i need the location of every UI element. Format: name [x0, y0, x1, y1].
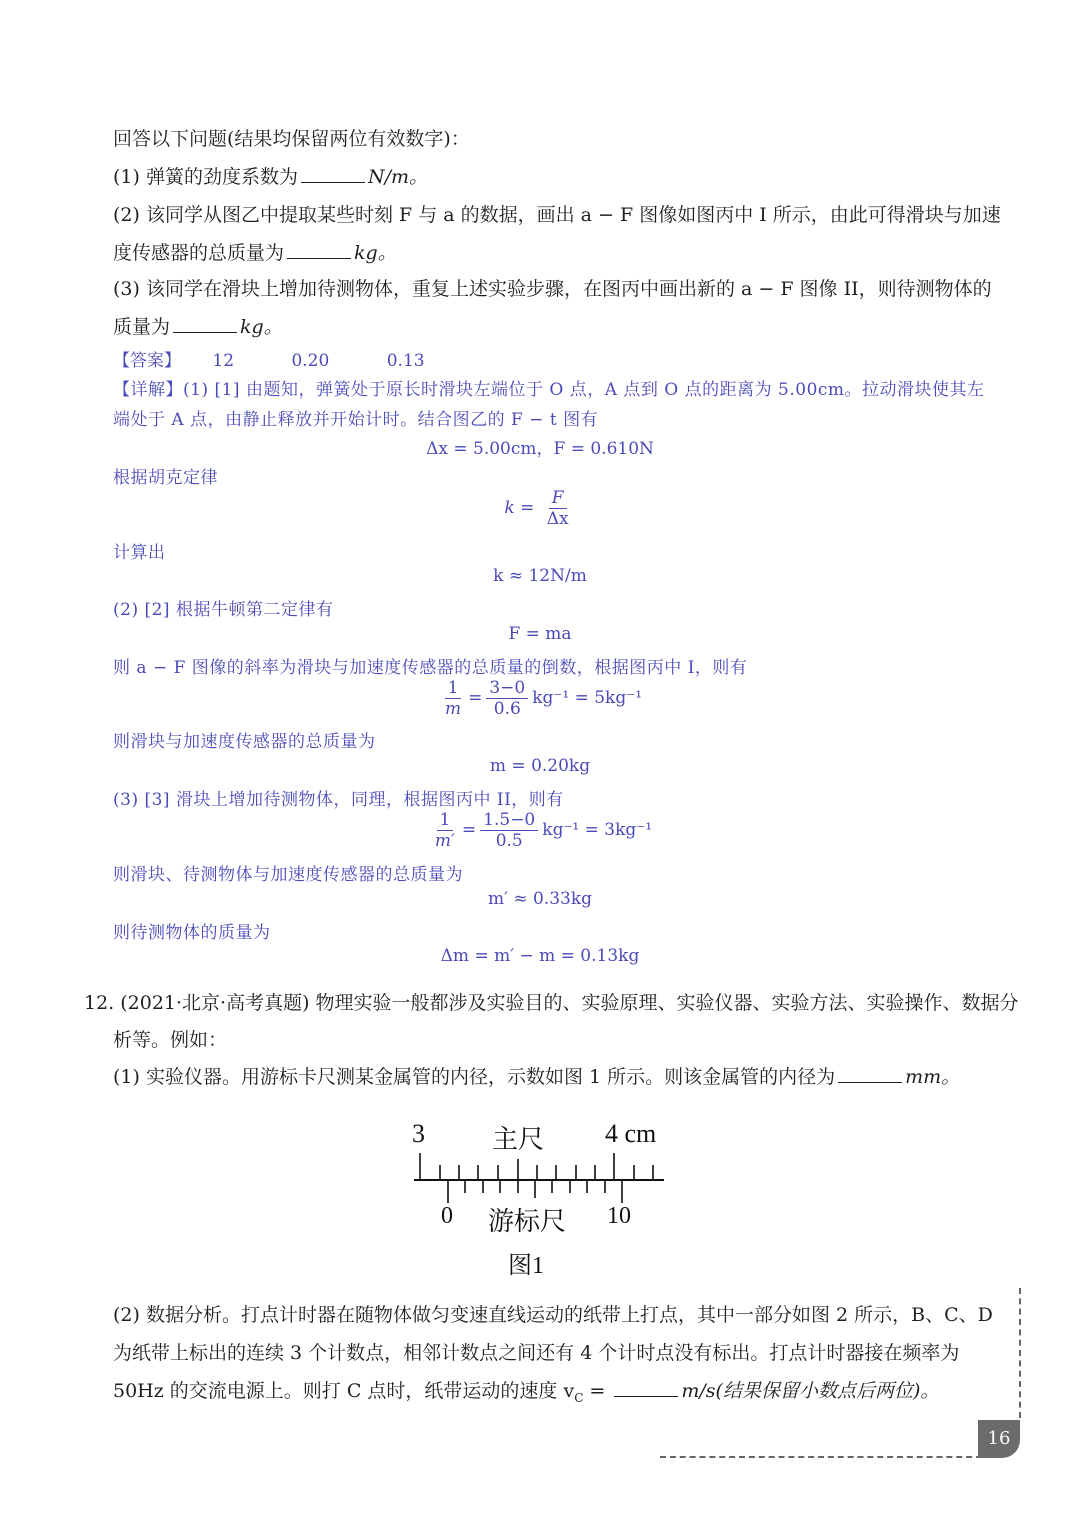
- equation-5: $\frac{1}{m}$ = $\frac{3-0}{0.6}$ kg⁻¹ = 5kg⁻¹: [0, 678, 1080, 719]
- equation-6: m = 0.20kg: [489, 756, 591, 776]
- vernier-caliper-figure: [400, 1115, 690, 1285]
- fraction: [442, 678, 464, 719]
- fraction: [486, 678, 528, 719]
- equation-7: $\frac{1}{m'}$ = $\frac{1.5-0}{0.5}$ kg⁻¹ = 3kg⁻¹: [0, 810, 1080, 851]
- answer-label: 【答案】: [113, 351, 181, 371]
- equation-7-tail: kg⁻¹ = 3kg⁻¹: [542, 820, 653, 840]
- question-12-part2-text: 50Hz 的交流电源上。则打 C 点时，纸带运动的速度 v: [113, 1380, 575, 1402]
- vernier-scale-title: 游标尺: [488, 1207, 567, 1236]
- unit-label: kg。: [354, 242, 397, 264]
- unit-label: m/s(结果保留小数点后两位)。: [681, 1380, 940, 1402]
- equation-1: Δx = 5.00cm，F = 0.610N: [426, 439, 654, 459]
- page-frame-vertical-dashes: [1019, 1288, 1021, 1418]
- unit-label: kg。: [240, 316, 283, 338]
- equation-8: m′ ≈ 0.33kg: [487, 889, 593, 909]
- equation-3: k ≈ 12N/m: [493, 566, 587, 586]
- calc-text: 计算出: [113, 543, 166, 563]
- fraction-denominator: 0.6: [493, 699, 521, 719]
- hooke-text: 根据胡克定律: [113, 468, 218, 488]
- answer-blank: [614, 1395, 678, 1397]
- question-12-part1-text: (1) 实验仪器。用游标卡尺测某金属管的内径，示数如图 1 所示。则该金属管的内径为: [113, 1066, 836, 1088]
- detail-line2: 端处于 A 点，由静止释放并开始计时。结合图乙的 F − t 图有: [113, 410, 599, 430]
- main-scale-left-label: 3: [412, 1119, 425, 1148]
- equation-9: Δm = m′ − m = 0.13kg: [440, 946, 640, 966]
- question-intro: 回答以下问题(结果均保留两位有效数字)：: [113, 128, 470, 150]
- equals-sign: =: [583, 1380, 612, 1402]
- fraction: [432, 810, 458, 851]
- equation-2-left: k =: [504, 498, 535, 518]
- total-text: 则滑块、待测物体与加速度传感器的总质量为: [113, 865, 463, 885]
- question-12-line1: 12. (2021·北京·高考真题) 物理实验一般都涉及实验目的、实验原理、实验仪器、实验方法、实验操作、数据分: [84, 992, 1019, 1014]
- fraction-numerator: 1.5−0: [480, 810, 538, 831]
- equation-4: F = ma: [508, 624, 572, 644]
- vernier-left-label: 0: [441, 1203, 453, 1229]
- slope-text: 则 a − F 图像的斜率为滑块与加速度传感器的总质量的倒数，根据图丙中 I，则有: [113, 658, 748, 678]
- object-text: 则待测物体的质量为: [113, 923, 271, 943]
- unit-label: mm。: [905, 1066, 961, 1088]
- answer-1: 12: [212, 351, 235, 371]
- main-scale-title: 主尺: [492, 1125, 545, 1154]
- fraction-denominator: Δx: [546, 509, 569, 529]
- velocity-subscript: C: [574, 1390, 584, 1405]
- equation-5-tail: kg⁻¹ = 5kg⁻¹: [532, 688, 643, 708]
- answer-blank: [301, 181, 365, 183]
- vernier-scale-drawing: [400, 1115, 690, 1285]
- answer-3: 0.13: [386, 351, 425, 371]
- page-frame-horizontal-dashes: [660, 1456, 982, 1458]
- fraction-denominator: 0.5: [495, 831, 523, 851]
- equation-2: [0, 488, 1080, 529]
- figure-caption: 图1: [508, 1253, 544, 1279]
- question-2-line1: (2) 该同学从图乙中提取某些时刻 F 与 a 的数据，画出 a − F 图像如图丙中 I 所示，由此可得滑块与加速: [113, 204, 1001, 226]
- unit-label: N/m。: [367, 166, 429, 188]
- question-12-part2-line3: [113, 1376, 939, 1405]
- answer-2: 0.20: [291, 351, 330, 371]
- answer-row: [113, 346, 425, 371]
- main-scale-right-label: 4 cm: [605, 1119, 657, 1148]
- answer-blank: [287, 257, 351, 259]
- question-1: [113, 162, 428, 189]
- fraction-numerator: 1: [437, 810, 454, 831]
- mass-text: 则滑块与加速度传感器的总质量为: [113, 732, 376, 752]
- fraction-numerator: F: [549, 488, 567, 509]
- detail-line1: 【详解】(1) [1] 由题知，弹簧处于原长时滑块左端位于 O 点，A 点到 O 点的距离为 5.00cm。拉动滑块使其左: [113, 380, 985, 400]
- fraction-denominator: m′: [434, 831, 455, 851]
- part3-text: (3) [3] 滑块上增加待测物体，同理，根据图丙中 II，则有: [113, 790, 564, 810]
- question-3-text: 质量为: [113, 316, 171, 338]
- answer-blank: [173, 331, 237, 333]
- question-12-part2-line1: (2) 数据分析。打点计时器在随物体做匀变速直线运动的纸带上打点，其中一部分如图 2 所示，B、C、D: [113, 1304, 993, 1326]
- fraction: [480, 810, 538, 851]
- question-2-text: 度传感器的总质量为: [113, 242, 285, 264]
- question-2-line2: [113, 238, 397, 265]
- question-12-line2: 析等。例如：: [113, 1029, 228, 1051]
- question-3-line1: (3) 该同学在滑块上增加待测物体，重复上述实验步骤，在图丙中画出新的 a − F 图像 II，则待测物体的: [113, 278, 992, 300]
- question-12-part2-line2: 为纸带上标出的连续 3 个计数点，相邻计数点之间还有 4 个计时点没有标出。打点计时器接在频率为: [113, 1342, 960, 1364]
- fraction-numerator: 3−0: [486, 678, 528, 699]
- question-1-text: (1) 弹簧的劲度系数为: [113, 166, 298, 188]
- page-number: 16: [978, 1420, 1020, 1458]
- fraction-numerator: 1: [445, 678, 462, 699]
- fraction-denominator: m: [444, 699, 462, 719]
- question-12-part1: [113, 1062, 960, 1089]
- answer-blank: [838, 1081, 902, 1083]
- question-3-line2: [113, 312, 283, 339]
- fraction: [544, 488, 572, 529]
- vernier-right-label: 10: [607, 1203, 631, 1229]
- newton-text: (2) [2] 根据牛顿第二定律有: [113, 600, 334, 620]
